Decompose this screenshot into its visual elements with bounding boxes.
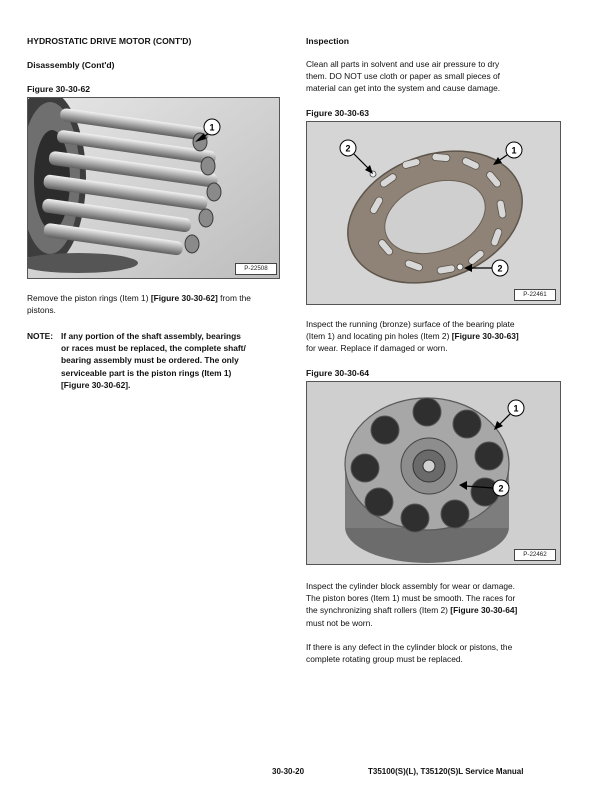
manual-title: T35100(S)(L), T35120(S)L Service Manual xyxy=(368,767,524,776)
section-heading: HYDROSTATIC DRIVE MOTOR (CONT'D) xyxy=(27,36,192,46)
figure-code-62: P-22508 xyxy=(235,263,277,275)
inspection-heading: Inspection xyxy=(306,36,349,46)
callout-2a-label: 2 xyxy=(345,143,351,154)
callout-2-label-64: 2 xyxy=(498,483,504,494)
figure-label-62: Figure 30-30-62 xyxy=(27,84,91,94)
note-block: NOTE: If any portion of the shaft assembly, bearings or races must be replaced, the complete shaft/ bearing assembly must be ordered. The only serviceable part is the piston rings (Item 1) [Figure 30-30-62]. xyxy=(27,331,246,390)
figure-label-64: Figure 30-30-64 xyxy=(306,368,370,378)
figure-30-30-62-photo xyxy=(27,97,280,279)
callout-1-label-64: 1 xyxy=(513,403,519,414)
figure-ref: [Figure 30-30-63] xyxy=(451,331,519,342)
figure-ref: [Figure 30-30-62] xyxy=(150,293,218,303)
figure-ref: [Figure 30-30-64] xyxy=(450,605,518,616)
replace-rotating-group-paragraph: If there is any defect in the cylinder block or pistons, the complete rotating group must be replaced. xyxy=(306,642,513,665)
page-number: 30-30-20 xyxy=(272,767,305,776)
callout-1-label: 1 xyxy=(209,122,215,133)
figure-30-30-63-photo xyxy=(306,121,561,305)
subsection-heading: Disassembly (Cont'd) xyxy=(27,60,115,70)
callout-1-label-63: 1 xyxy=(511,145,517,156)
figure-code-63: P-22461 xyxy=(514,289,556,301)
bearing-plate-inspection-paragraph: Inspect the running (bronze) surface of the bearing plate (Item 1) and locating pin holes (Item 2) [Figure 30-30-63] for wear. Replace if damaged or worn. xyxy=(306,319,519,354)
clean-parts-paragraph: Clean all parts in solvent and use air pressure to dry them. DO NOT use cloth or paper as small pieces of material can get into the system and cause damage. xyxy=(306,59,501,94)
figure-label-63: Figure 30-30-63 xyxy=(306,108,370,118)
cylinder-block-inspection-paragraph: Inspect the cylinder block assembly for wear or damage. The piston bores (Item 1) must be smooth. The races for the synchronizing shaft rollers (Item 2) [Figure 30-30-64] must not be worn. xyxy=(306,581,518,628)
bearing-plate-illustration xyxy=(307,122,560,304)
remove-piston-rings-paragraph: Remove the piston rings (Item 1) [Figure 30-30-62] from the pistons. xyxy=(27,293,251,316)
figure-30-30-64-photo xyxy=(306,381,561,565)
note-prefix: NOTE: xyxy=(27,331,54,341)
cylinder-block-illustration xyxy=(307,382,560,564)
callout-2b-label: 2 xyxy=(497,263,503,274)
pistons-illustration xyxy=(28,98,279,278)
figure-code-64: P-22462 xyxy=(514,549,556,561)
